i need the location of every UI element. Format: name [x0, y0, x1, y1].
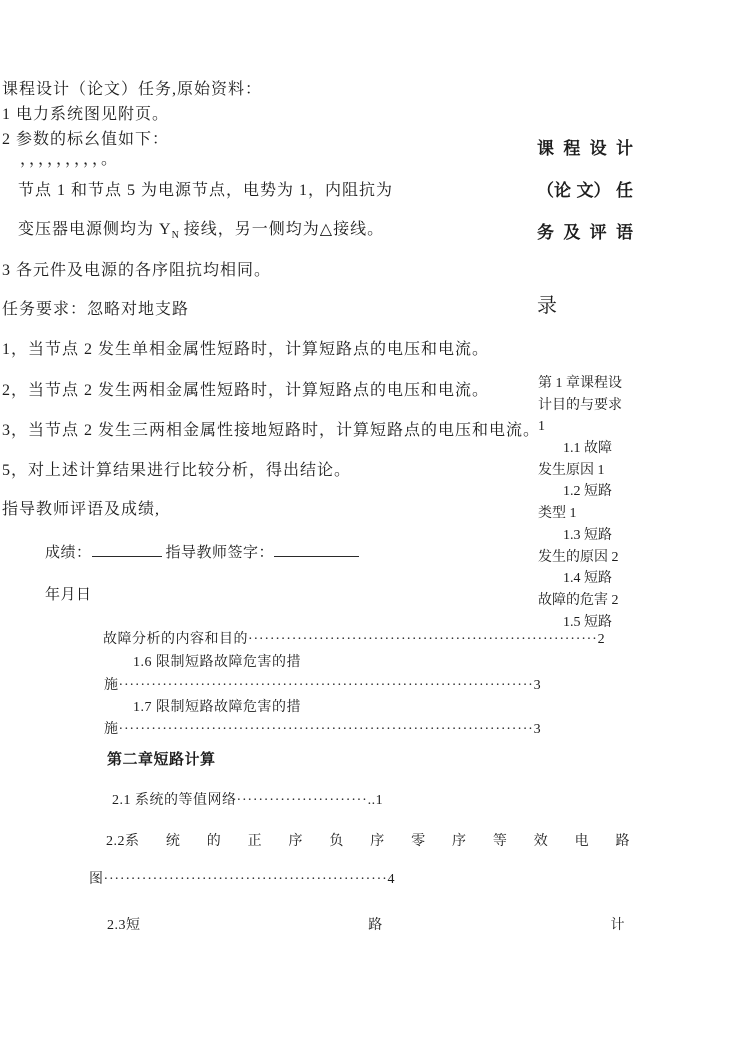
side-toc-line: 类型 1	[538, 506, 577, 522]
toc-page-number: ..1	[367, 793, 384, 808]
toc-leader-dots: ································································	[248, 632, 598, 647]
text-fragment: 零	[411, 834, 426, 849]
grade-line	[45, 543, 359, 563]
toc-leader-dots: ············································································	[118, 678, 534, 693]
text-fragment: 正	[247, 834, 263, 849]
ellipsis-line: ，，，，，，，，，。	[20, 151, 119, 168]
requirement-item: 1，当节点 2 发生单相金属性短路时，计算短路点的电压和电流。	[2, 341, 490, 358]
transformer-line-pre: 变压器电源侧均为 Y	[18, 221, 172, 238]
toc-entry-2-2-cont	[89, 871, 395, 889]
evaluation-header: 指导教师评语及成绩,	[2, 501, 161, 518]
side-toc-line: 1.1 故障	[563, 441, 612, 457]
side-toc-line: 故障的危害 2	[538, 592, 619, 608]
requirement-item: 2，当节点 2 发生两相金属性短路时，计算短路点的电压和电流。	[2, 382, 490, 399]
toc-entry-prefix: 故障分析的内容和目的	[103, 632, 248, 647]
grade-label: 成绩：	[45, 545, 92, 561]
intro-item-2: 2 参数的标幺值如下：	[2, 131, 170, 148]
toc-page-number: 3	[533, 722, 542, 737]
side-toc-line: 发生原因 1	[538, 462, 605, 478]
chapter-2-heading: 第二章短路计算	[107, 752, 216, 768]
side-toc-line: 1.5 短路	[563, 614, 612, 630]
text-fragment: 负	[329, 834, 344, 849]
toc-entry-1-6: 1.6 限制短路故障危害的措	[133, 655, 301, 670]
date-line: 年月日	[45, 587, 92, 603]
signature-blank-line	[274, 543, 359, 557]
requirement-item: 5，对上述计算结果进行比较分析，得出结论。	[2, 462, 352, 479]
transformer-line-post: 接线，另一侧均为△接线。	[178, 221, 385, 238]
toc-entry-2-3	[107, 917, 625, 935]
toc-leader-dots: ························	[236, 793, 368, 808]
toc-entry-1-7: 1.7 限制短路故障危害的措	[133, 700, 301, 715]
toc-entry-2-1	[112, 792, 383, 810]
toc-entry-2-2	[106, 833, 630, 851]
toc-page-number: 2	[597, 632, 606, 647]
toc-page-number: 3	[533, 678, 542, 693]
text-fragment: 的	[206, 834, 222, 849]
teacher-sign-label: 指导教师签字：	[165, 545, 275, 561]
side-toc-column	[538, 373, 640, 633]
toc-leader-dots: ····················································	[103, 872, 388, 887]
toc-entry-1-7-cont	[104, 721, 541, 739]
text-fragment: 课	[537, 139, 554, 158]
toc-entry-prefix: 施	[104, 722, 119, 737]
intro-title-line: 课程设计（论文）任务,原始资料：	[2, 81, 263, 98]
toc-leader-dots: ············································································	[118, 722, 534, 737]
side-toc-line: 1	[538, 419, 545, 435]
transformer-subscript: N	[171, 230, 179, 242]
toc-page-number: 4	[387, 872, 396, 887]
side-toc-line: 1.4 短路	[563, 571, 612, 587]
toc-entry-1-5-cont	[103, 631, 605, 649]
text-fragment: 计	[615, 139, 633, 158]
side-toc-line: 1.3 短路	[563, 527, 612, 543]
text-fragment: 程	[563, 139, 581, 158]
requirements-header: 任务要求：忽略对地支路	[2, 301, 190, 318]
side-toc-line: 第 1 章课程设	[538, 376, 622, 391]
text-fragment: 设	[589, 139, 607, 158]
text-fragment: 计	[610, 918, 625, 933]
text-fragment: 文）	[576, 181, 611, 200]
text-fragment: 电	[574, 834, 590, 849]
side-toc-line: 计目的与要求	[538, 397, 622, 413]
text-fragment: 2.3短	[107, 918, 141, 933]
text-fragment: 语	[615, 223, 633, 242]
text-fragment: 2.2系	[106, 834, 140, 849]
toc-entry-prefix: 图	[89, 872, 104, 887]
intro-item-3: 3 各元件及电源的各序阻抗均相同。	[2, 262, 272, 279]
text-fragment: 路	[615, 834, 630, 849]
side-toc-line: 发生的原因 2	[538, 549, 619, 565]
text-fragment: 序	[370, 834, 385, 849]
text-fragment: （论	[537, 181, 571, 200]
text-fragment: 统	[165, 834, 181, 849]
text-fragment: 等	[492, 834, 508, 849]
side-title-line-3	[537, 222, 633, 243]
catalog-char: 录	[537, 295, 557, 317]
toc-entry-1-6-cont	[104, 677, 541, 695]
toc-entry-prefix: 施	[104, 678, 119, 693]
requirement-item: 3，当节点 2 发生三两相金属性接地短路时，计算短路点的电压和电流。	[2, 422, 541, 439]
side-title-line-2	[537, 180, 633, 201]
text-fragment: 务	[537, 223, 554, 242]
grade-blank-line	[92, 543, 162, 557]
text-fragment: 序	[288, 834, 303, 849]
text-fragment: 任	[616, 181, 633, 200]
transformer-line	[18, 220, 384, 243]
text-fragment: 及	[563, 223, 581, 242]
text-fragment: 评	[589, 223, 607, 242]
text-fragment: 路	[368, 918, 383, 933]
toc-entry-prefix: 2.1 系统的等值网络	[112, 793, 237, 808]
text-fragment: 效	[533, 834, 549, 849]
intro-item-1: 1 电力系统图见附页。	[2, 106, 170, 123]
side-title-line-1	[537, 138, 633, 159]
side-toc-line: 1.2 短路	[563, 484, 612, 500]
text-fragment: 序	[452, 834, 467, 849]
node-description-line: 节点 1 和节点 5 为电源节点，电势为 1，内阻抗为	[18, 182, 394, 199]
